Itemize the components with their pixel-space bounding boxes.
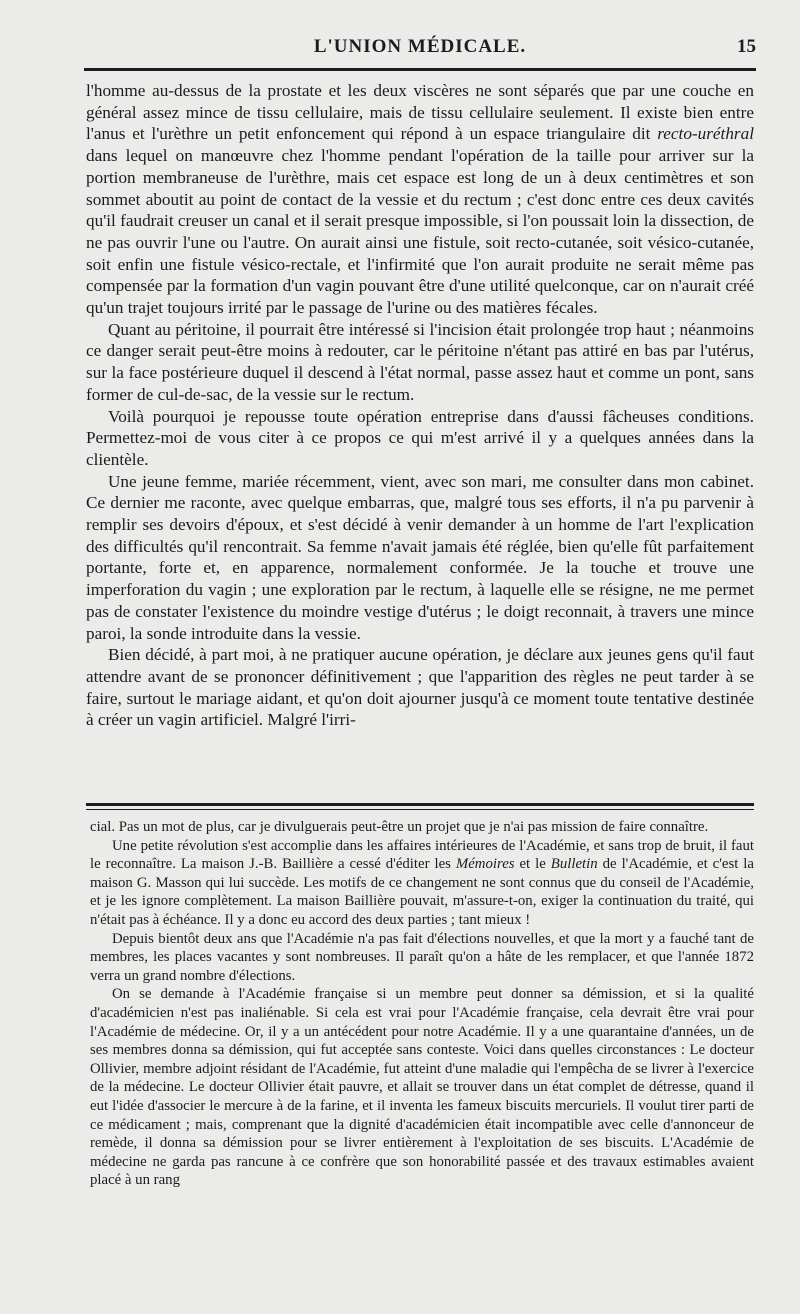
text-run: dans lequel on manœuvre chez l'homme pendant l'opération de la taille pour arriver sur la portion membraneuse de l'urèthre, mais cet espace est long de un à deux centimètres et son sommet aboutit au point de contact de la vessie et du rectum ; c'est donc entre ces deux cavités qu'il faudrait creuser un canal et il serait presque impossible, si l'on poussait loin la dissection, de ne pas ouvrir l'une ou l'autre. On aurait ainsi une fistule, soit recto-cutanée, soit vésico-cutanée, soit enfin une fistule vésico-rectale, et l'infirmité que l'on aurait produite ne serait même pas compensée par la formation d'un vagin pouvant être d'une utilité quelconque, car on n'aurait créé qu'un trajet toujours irrité par le passage de l'urine ou des matières fécales.	[86, 146, 754, 318]
text-run: Quant au péritoine, il pourrait être intéressé si l'incision était prolongée trop haut ; néanmoins ce danger serait peut-être moins à redouter, car le péritoine n'étant pas attiré en bas par l'utérus, sur la face postérieure duquel il descend à l'état normal, passe assez haut et comme un pont, sans former de cul-de-sac, de la vessie sur le rectum.	[86, 319, 754, 404]
text-run: Une petite révolution s'est accomplie dans les affaires intérieures de l'Académie, et sans trop de bruit, il faut le reconnaître. La maison J.-B. Baillière a cessé d'éditer les	[90, 837, 754, 873]
paragraph	[90, 985, 754, 1190]
feuilleton-separator	[86, 803, 754, 810]
text-run: et le	[514, 856, 551, 873]
text-run: l'homme au-dessus de la prostate et les deux viscères ne sont séparés que par une couche en général assez mince de tissu cellulaire, mais de tissu cellulaire seulement. Il existe bien entre l'anus et l'urèthre un petit enfoncement qui répond à un espace triangulaire dit	[86, 81, 754, 144]
text-run: Une jeune femme, mariée récemment, vient, avec son mari, me consulter dans mon cabinet. Ce dernier me raconte, avec quelque embarras, que, malgré tous ses efforts, il n'a pu parvenir à remplir ses devoirs d'époux, et s'est décidé à venir demander à un homme de l'art l'explication des difficultés qu'il rencontrait. Sa femme n'avait jamais été réglée, bien qu'elle fût parfaitement portante, forte et, en apparence, normalement conformée. Je la touche et trouve une imperforation du vagin ; une exploration par le rectum, à laquelle elle se résigne, ne me permet pas de constater l'existence du moindre vestige d'utérus ; le doigt reconnait, à travers une mince paroi, la sonde introduite dans la vessie.	[86, 471, 754, 643]
paragraph	[86, 319, 754, 406]
paragraph	[90, 818, 754, 837]
italic-term: recto-uréthral	[657, 124, 754, 144]
text-run: cial. Pas un mot de plus, car je divulguerais peut-être un projet que je n'ai pas mission de faire connaître.	[90, 819, 709, 835]
journal-title: L'UNION MÉDICALE.	[313, 36, 527, 57]
text-run: Bien décidé, à part moi, à ne pratiquer aucune opération, je déclare aux jeunes gens qu'il faut attendre avant de se prononcer définitivement ; que l'apparition des règles ne peut tarder à se faire, surtout le mariage aidant, et qu'on doit ajourner jusqu'à ce moment toute tentative destinée à créer un vagin artificiel. Malgré l'irri-	[86, 645, 754, 730]
text-run: Voilà pourquoi je repousse toute opération entreprise dans d'aussi fâcheuses conditions. Permettez-moi de vous citer à ce propos ce qui m'est arrivé il y a quelques années dans la clientèle.	[86, 406, 754, 469]
page-number: 15	[737, 36, 756, 57]
main-article	[86, 80, 754, 731]
italic-term: Mémoires	[455, 856, 515, 873]
text-run: On se demande à l'Académie française si un membre peut donner sa démission, et si la qualité d'académicien n'est pas inaliénable. Si cela est vrai pour l'Académie française, cela devrait être vrai pour l'Académie de médecine. Or, il y a un antécédent pour notre Académie. Il y a une quarantaine d'années, un de ses membres donna sa démission, qui fut acceptée sans conteste. Voici dans quelles circonstances : Le docteur Ollivier, membre adjoint résidant de l'Académie, fut atteint d'une maladie qui l'empêcha de se livrer à l'exercice de la médecine. Le docteur Ollivier était pauvre, et allait se trouver dans un état complet de détresse, quand il eut l'idée d'associer le mercure à de la farine, et il inventa les fameux biscuits mercuriels. Il voulut tirer parti de ce médicament ; mais, comprenant que la dignité d'académicien était incompatible avec celle d'annonceur de remède, il donna sa démission pour se livrer entièrement à l'exploitation de ses biscuits. L'Académie de médecine ne garda pas rancune à ce confrère que son honorabilité passée et des travaux estimables avaient placé à un rang	[90, 986, 754, 1189]
paragraph	[90, 930, 754, 986]
feuilleton-column	[90, 818, 754, 1190]
paragraph	[90, 837, 754, 930]
paragraph	[86, 644, 754, 731]
paragraph	[86, 406, 754, 471]
running-header	[84, 36, 756, 60]
italic-term: Bulletin	[550, 856, 598, 873]
header-rule	[84, 68, 756, 71]
paragraph	[86, 471, 754, 645]
paragraph	[86, 80, 754, 319]
text-run: de l'Académie, et c'est la maison G. Masson qui lui succède. Les motifs de ce changement ne sont connus que du conseil de l'Académie, et je les ignore complètement. La maison Baillière pouvait, m'assure-t-on, exiger la continuation du traité, qui n'était pas à échéance. Il y a donc eu accord des deux parties ; tant mieux !	[90, 856, 754, 928]
text-run: Depuis bientôt deux ans que l'Académie n'a pas fait d'élections nouvelles, et que la mort y a fauché tant de membres, les places vacantes y sont nombreuses. Il paraît qu'on a hâte de les remplacer, et que l'année 1872 verra un grand nombre d'élections.	[90, 930, 754, 984]
